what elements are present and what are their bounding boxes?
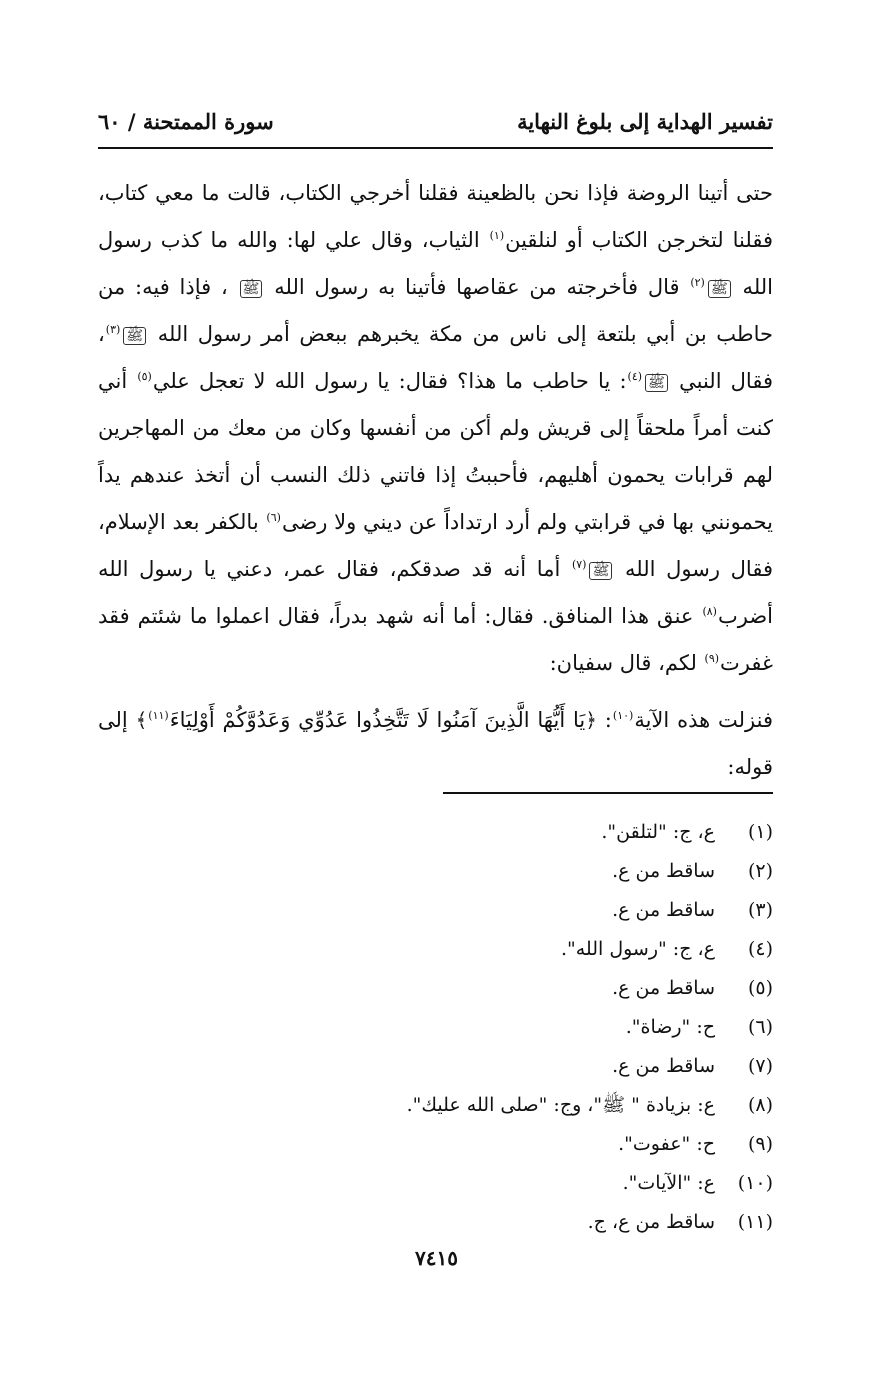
footnote-ref-9: (٩) (704, 652, 720, 665)
footnote-text: ع: "الآيات". (622, 1172, 715, 1194)
footnote-text: ع، ج: "رسول الله". (560, 938, 715, 960)
footnote-item (98, 852, 773, 891)
footnote-item (98, 1008, 773, 1047)
page-number: ٧٤١٥ (415, 1246, 458, 1270)
footnote-item (98, 930, 773, 969)
footnote-item (98, 1086, 773, 1125)
footnote-text: ساقط من ع. (612, 899, 715, 921)
salla-symbol: ﷺ (589, 562, 612, 580)
footnote-number: (٨) (747, 1094, 773, 1116)
footnote-ref-2: (٢) (690, 276, 705, 289)
footnote-number: (١) (747, 821, 773, 843)
footnote-text: ساقط من ع. (612, 977, 715, 999)
footnote-item (98, 813, 773, 852)
footnote-ref-3: (٣) (105, 323, 121, 336)
footnote-ref-6: (٦) (266, 511, 281, 524)
footnote-ref-7: (٧) (571, 558, 587, 571)
footnote-number: (١٠) (737, 1172, 773, 1194)
footnote-text: ع: بزيادة " ﷺ"، وج: "صلى الله عليك". (406, 1094, 715, 1116)
footnote-number: (٧) (747, 1055, 773, 1077)
ayah-open-bracket: ﴿ (585, 708, 597, 732)
salla-symbol: ﷺ (708, 280, 731, 298)
paragraph-ayah: فنزلت هذه الآية$^{(١٠)}$: ﴿يَا أَيُّهَا الَّذِينَ آمَنُوا لَا تَتَّخِذُوا عَدُوِّي وَعَدُوَّكُمْ أَوْلِيَاءَ$^{(١١)}$﴾ إلى قوله: (98, 708, 773, 779)
footnote-number: (٥) (747, 977, 773, 999)
footnote-divider (443, 792, 773, 794)
footnote-number: (٣) (747, 899, 773, 921)
footnote-item (98, 1164, 773, 1203)
footnote-item (98, 891, 773, 930)
salla-symbol: ﷺ (645, 374, 668, 392)
footnote-text: ساقط من ع، ج. (587, 1211, 715, 1233)
footnotes-list (98, 813, 773, 1242)
salla-symbol: ﷺ (123, 327, 146, 345)
running-header (98, 104, 773, 138)
footnote-ref-10: (١٠) (612, 709, 634, 722)
footnote-ref-1: (١) (489, 229, 505, 242)
salla-symbol: ﷺ (240, 280, 263, 298)
surah-page-label: سورة الممتحنة / ٦٠ (98, 108, 274, 134)
footnote-item (98, 1125, 773, 1164)
footnote-item (98, 1203, 773, 1242)
book-title: تفسير الهداية إلى بلوغ النهاية (517, 108, 773, 134)
quran-verse: يَا أَيُّهَا الَّذِينَ آمَنُوا لَا تَتَّخِذُوا عَدُوِّي وَعَدُوَّكُمْ أَوْلِيَاءَ (169, 708, 586, 732)
footnote-ref-8: (٨) (702, 605, 717, 618)
footnote-number: (٤) (747, 938, 773, 960)
footnote-number: (٢) (747, 860, 773, 882)
footnote-number: (١١) (737, 1211, 773, 1233)
footnote-text: ع، ج: "لتلقن". (601, 821, 715, 843)
paragraph-hadith: حتى أتينا الروضة فإذا نحن بالظعينة فقلنا أخرجي الكتاب، قالت ما معي كتاب، فقلنا لتخرجن الكتاب أو لنلقين$^{(١)}$ الثياب، وقال علي لها: والله ما كذب رسول الله ﷺ$^{(٢)}$ قال فأخرجته من عقاصها فأتينا به رسول الله ﷺ ، فإذا فيه: من حاطب بن أبي بلتعة إلى ناس من مكة يخبرهم ببعض أمر رسول الله ﷺ$^{(٣)}$، فقال النبي ﷺ$^{(٤)}$: يا حاطب ما هذا؟ فقال: يا رسول الله لا تعجل علي$^{(٥)}$ أني كنت أمراً ملحقاً إلى قريش ولم أكن من أنفسها وكان من معك من المهاجرين لهم قرابات يحمون أهليهم، فأحببتُ إذا فاتني ذلك النسب أن أتخذ عندهم يداً يحمونني بها في قرابتي ولم أرد ارتداداً عن ديني ولا رضى$^{(٦)}$ بالكفر بعد الإسلام، فقال رسول الله ﷺ$^{(٧)}$ أما أنه قد صدقكم، فقال عمر، دعني يا رسول الله أضرب$^{(٨)}$ عنق هذا المنافق. فقال: أما أنه شهد بدراً، فقال اعملوا ما شئتم فقد غفرت$^{(٩)}$ لكم، قال سفيان: (98, 181, 774, 675)
footnote-text: ح: "عفوت". (618, 1133, 715, 1155)
main-text (98, 170, 773, 791)
footnote-ref-11: (١١) (148, 709, 169, 722)
footnote-number: (٩) (747, 1133, 773, 1155)
footnote-number: (٦) (747, 1016, 773, 1038)
footnote-ref-5: (٥) (137, 370, 152, 383)
ayah-close-bracket: ﴾ (135, 708, 148, 732)
footnote-text: ساقط من ع. (612, 1055, 715, 1077)
footnote-text: ساقط من ع. (612, 860, 715, 882)
footnote-item (98, 969, 773, 1008)
footnote-ref-4: (٤) (627, 370, 643, 383)
header-divider (98, 147, 773, 149)
footnote-item (98, 1047, 773, 1086)
footnote-text: ح: "رضاة". (625, 1016, 715, 1038)
